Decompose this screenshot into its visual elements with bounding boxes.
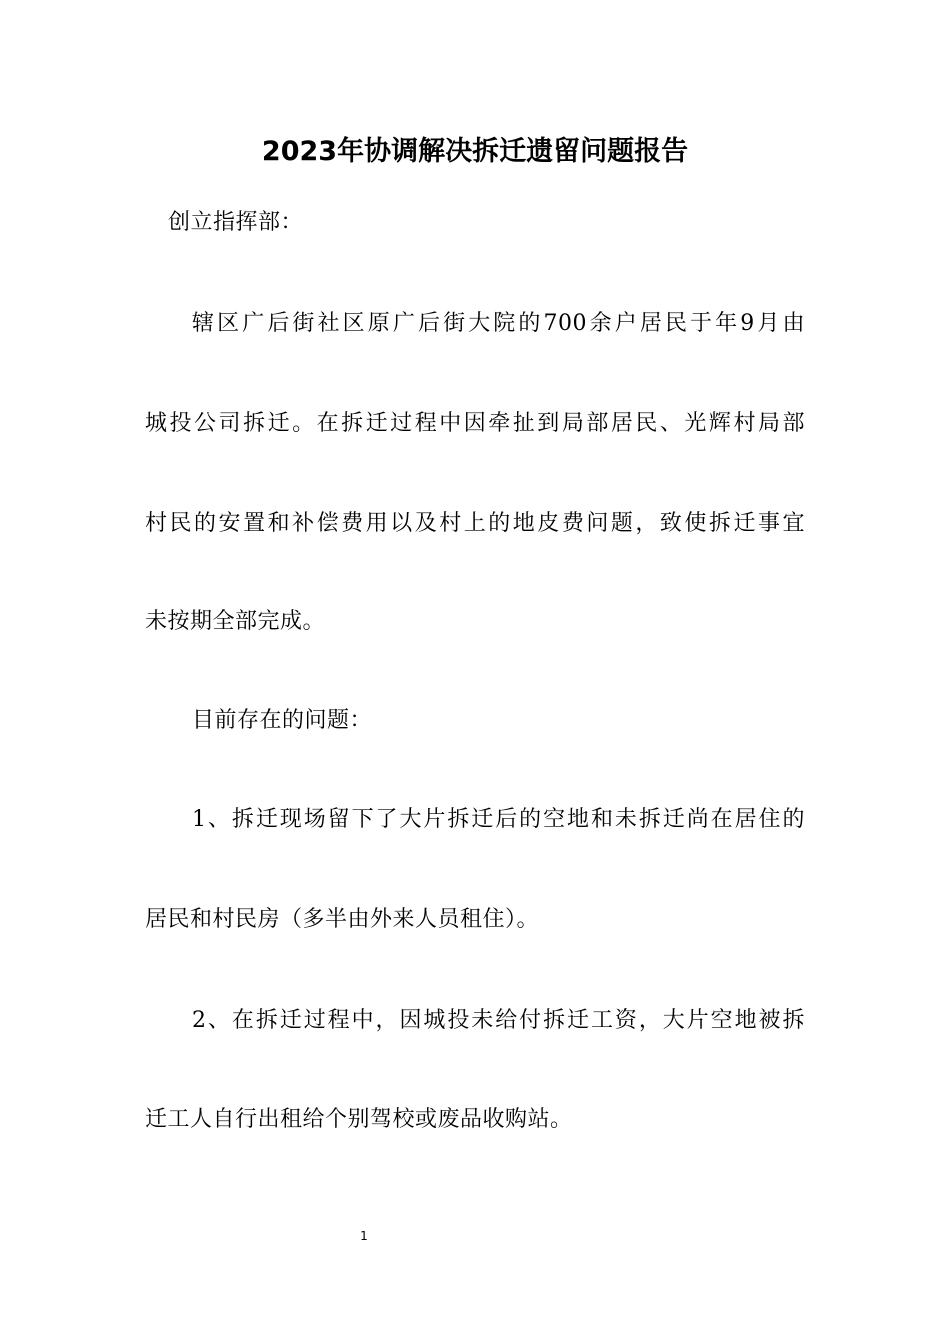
paragraph-line: 未按期全部完成。 [145, 609, 326, 634]
list-item-line: 2、在拆迁过程中，因城投未给付拆迁工资，大片空地被拆 [192, 1008, 805, 1033]
paragraph-line: 村民的安置和补偿费用以及村上的地皮费问题，致使拆迁事宜 [145, 511, 805, 536]
section-heading-issues: 目前存在的问题： [192, 708, 373, 733]
list-item-line: 迁工人自行出租给个别驾校或废品收购站。 [145, 1107, 573, 1132]
list-item-line: 1、拆迁现场留下了大片拆迁后的空地和未拆迁尚在居住的 [192, 807, 805, 832]
section-heading-command: 创立指挥部： [168, 210, 304, 235]
list-item-line: 居民和村民房（多半由外来人员租住）。 [145, 907, 540, 932]
paragraph-line: 辖区广后街社区原广后街大院的700余户居民于年9月由 [192, 311, 805, 336]
page-number: 1 [360, 1229, 368, 1243]
paragraph-line: 城投公司拆迁。在拆迁过程中因牵扯到局部居民、光辉村局部 [145, 411, 805, 436]
document-title: 2023年协调解决拆迁遗留问题报告 [261, 136, 689, 167]
